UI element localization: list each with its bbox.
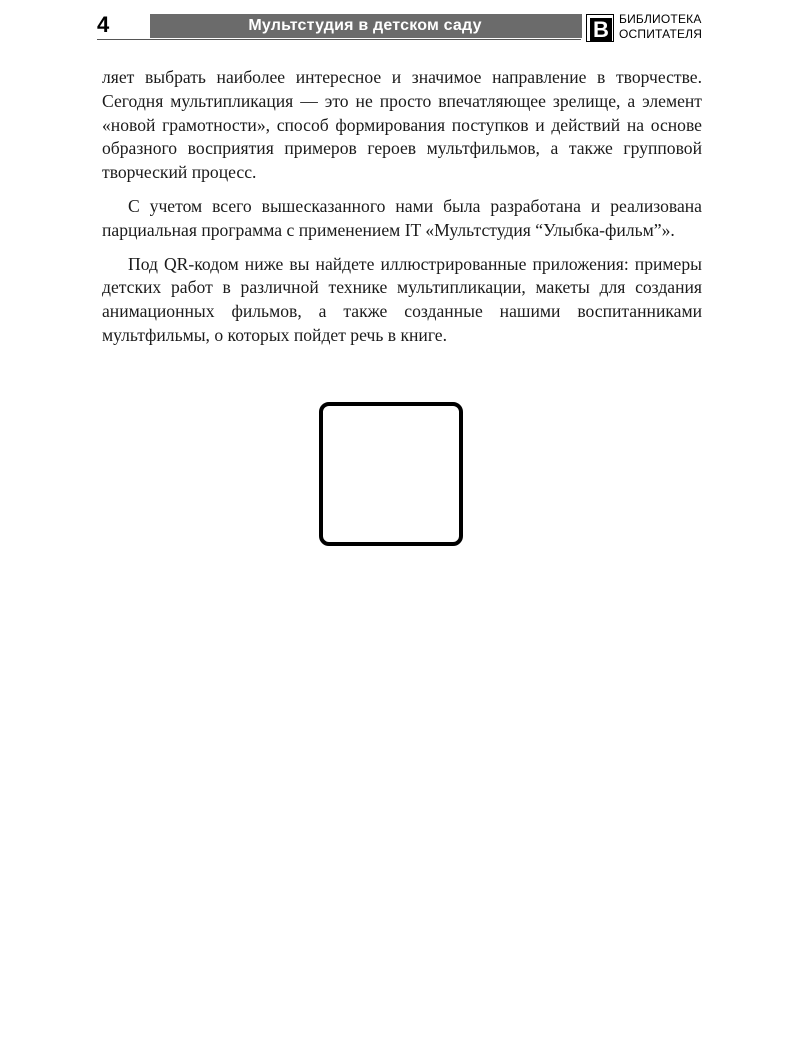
logo-line-1: БИБЛИОТЕКА <box>619 12 702 26</box>
paragraph-1: ляет выбрать наиболее интересное и значимое направление в творчестве. Сегодня мультипликация — это не просто впечатляющее зрелище, а элемент «новой грамотности», способ формирования поступков и действий на основе образного восприятия примеров героев мультфильмов, а также групповой творческий процесс. <box>102 67 702 183</box>
logo-text <box>619 12 702 42</box>
series-logo <box>586 12 702 46</box>
logo-line-2: ОСПИТАТЕЛЯ <box>619 27 703 41</box>
logo-frame <box>586 14 614 42</box>
qr-code-placeholder <box>319 402 463 546</box>
running-title: Мультстудия в детском саду <box>248 17 482 34</box>
body-text <box>102 66 702 358</box>
page-number: 4 <box>97 12 110 37</box>
logo-letter: В <box>590 18 612 42</box>
paragraph-3: Под QR-кодом ниже вы найдете иллюстрированные приложения: примеры детских работ в различной технике мультипликации, макеты для создания анимационных фильмов, а также созданные нашими воспитанниками мультфильмы, о которых пойдет речь в книге. <box>102 253 702 345</box>
paragraph-2: С учетом всего вышесказанного нами была разработана и реализована парциальная программа с применением IT «Мультстудия “Улыбка-фильм”». <box>102 195 702 240</box>
header-rule <box>97 39 581 40</box>
